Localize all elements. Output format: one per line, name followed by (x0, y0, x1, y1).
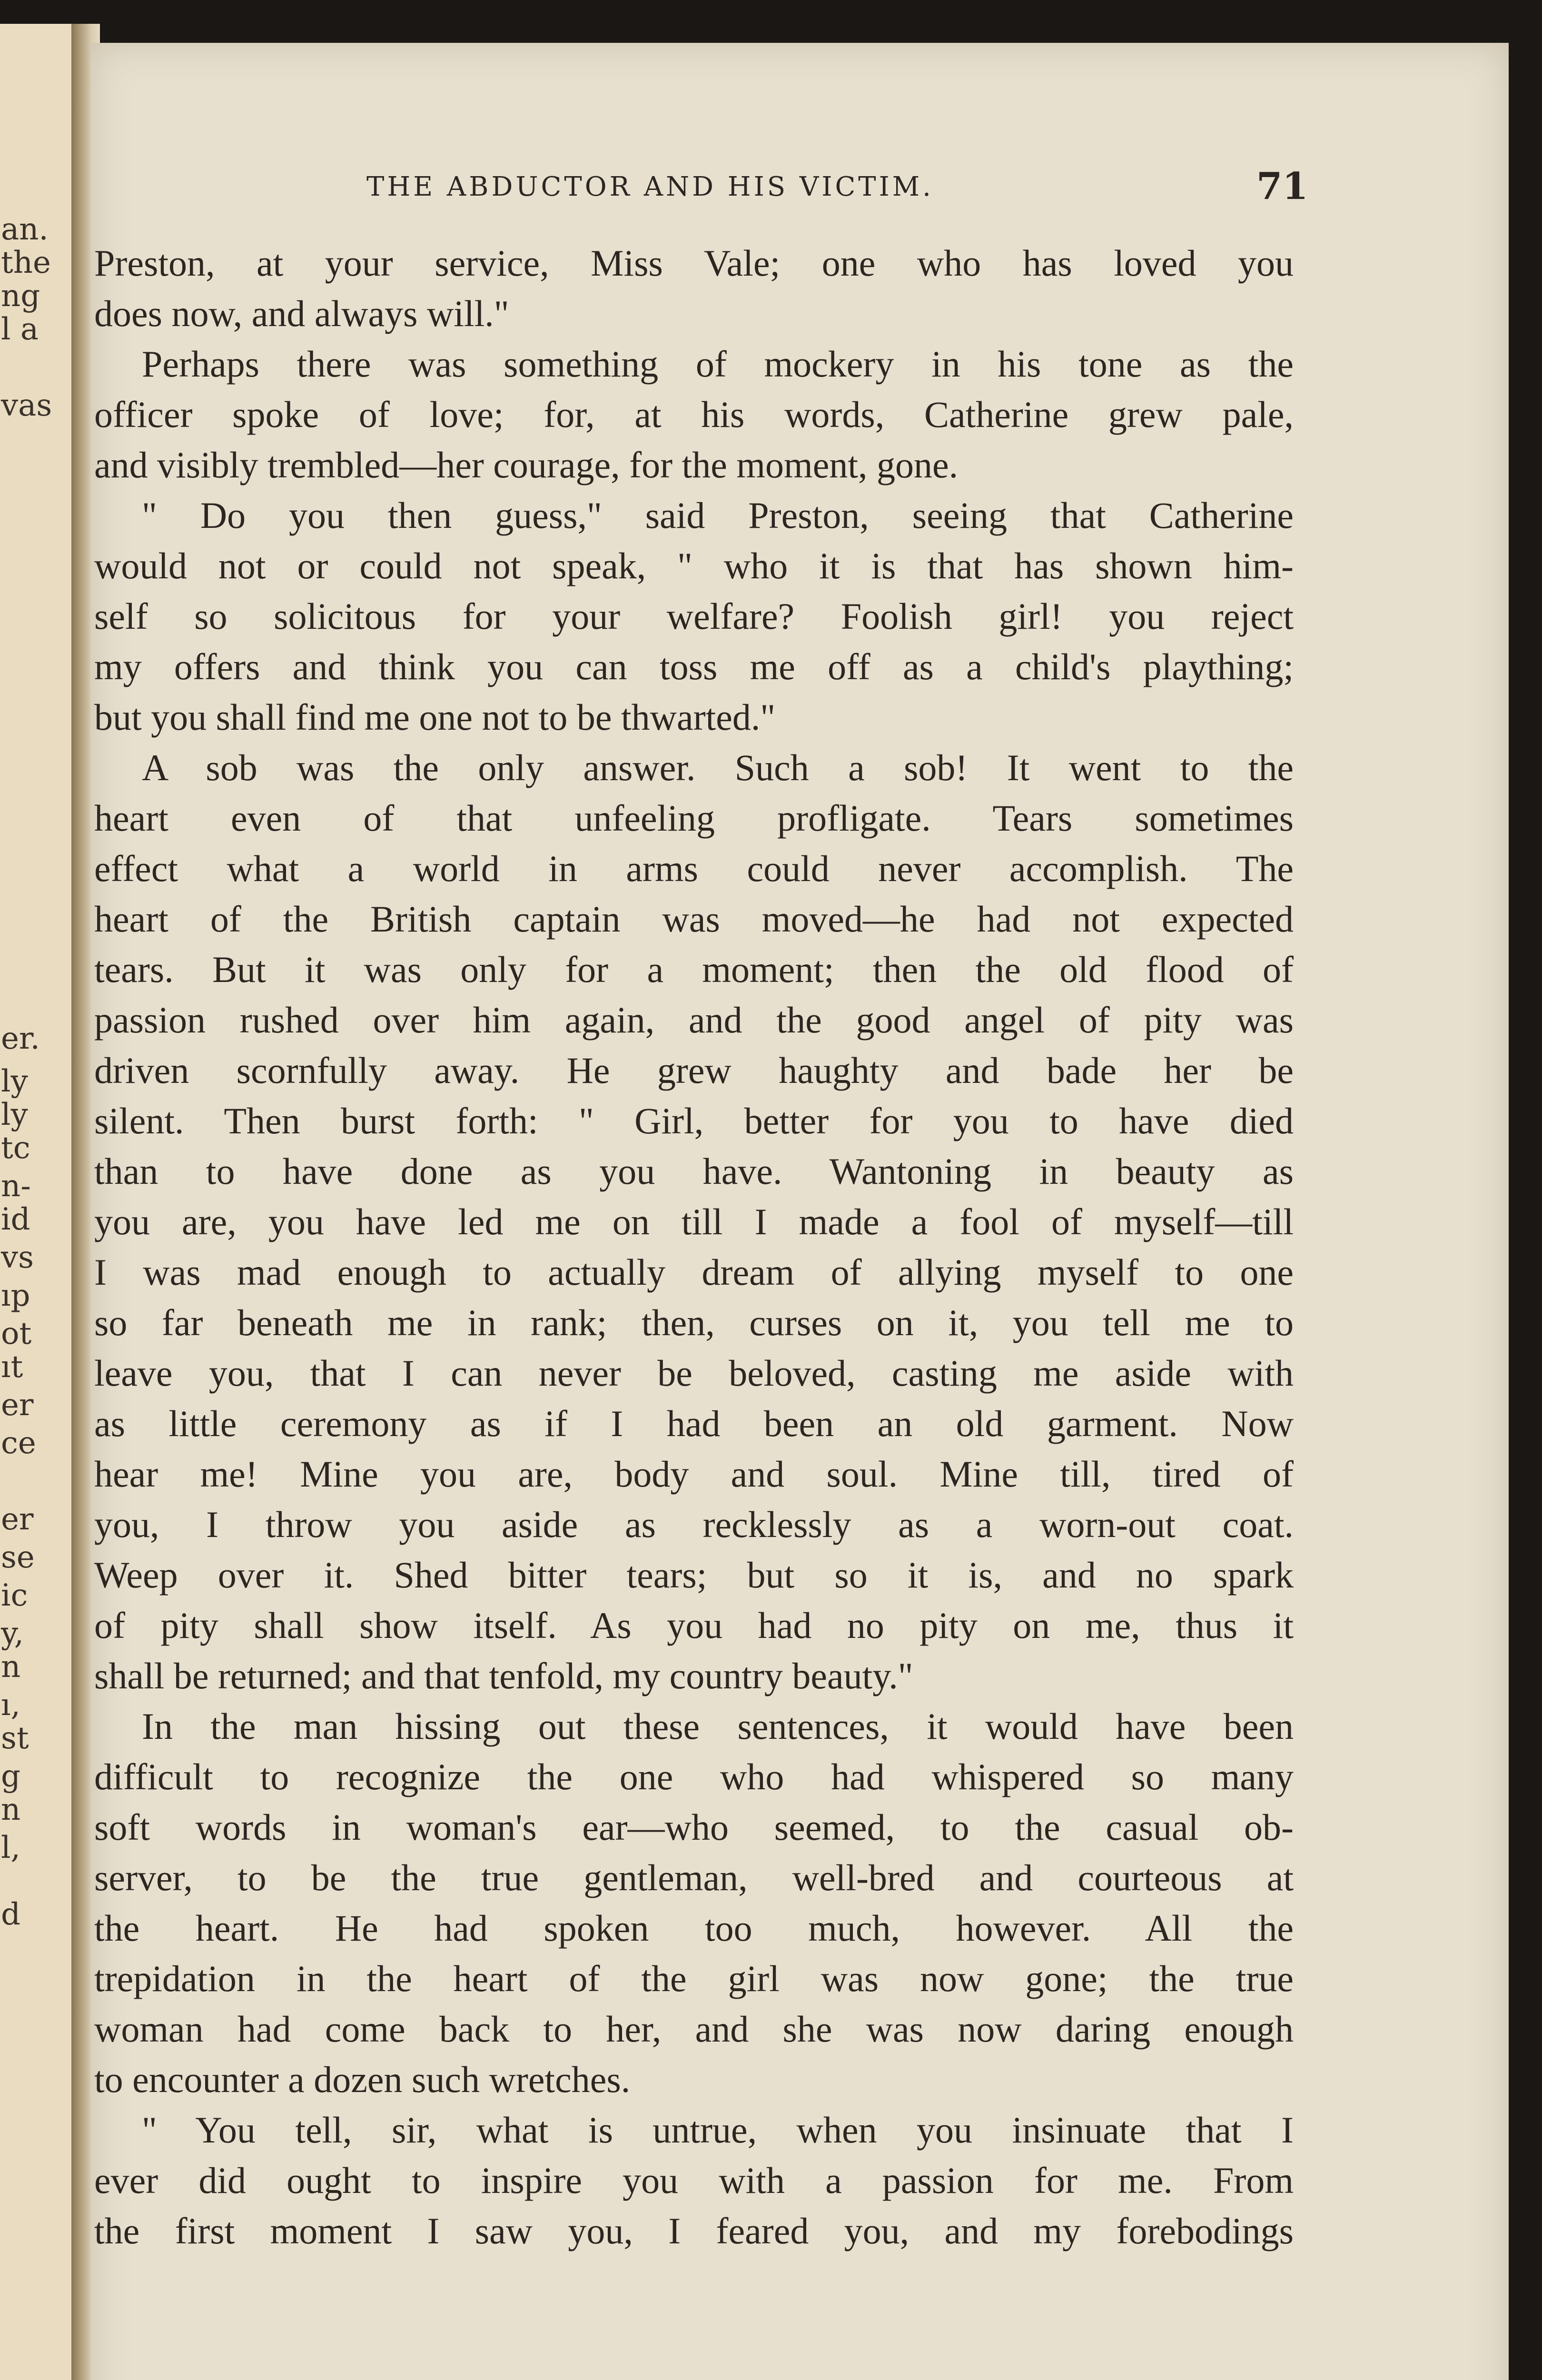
left-page-text-fragment: vs (1, 1240, 34, 1275)
left-page-text-fragment: d (1, 1897, 20, 1932)
left-page-text-fragment: ı, (1, 1687, 20, 1723)
text-line: trepidation in the heart of the girl was now gone; the true (94, 1958, 1294, 1999)
left-page-text-fragment: the (1, 245, 51, 280)
text-line: shall be returned; and that tenfold, my country beauty." (94, 1655, 913, 1696)
text-line: In the man hissing out these sentences, it would have been (142, 1706, 1294, 1747)
text-line: the first moment I saw you, I feared you, and my forebodings (94, 2210, 1294, 2251)
text-line: self so solicitous for your welfare? Foolish girl! you reject (94, 595, 1294, 637)
text-line: difficult to recognize the one who had whispered so many (94, 1756, 1294, 1797)
left-page-text-fragment: tc (1, 1130, 30, 1166)
left-page-text-fragment: vas (1, 388, 52, 423)
text-line: tears. But it was only for a moment; then the old flood of (94, 949, 1294, 990)
text-line: and visibly trembled—her courage, for the moment, gone. (94, 444, 959, 486)
text-line: as little ceremony as if I had been an old garment. Now (94, 1403, 1294, 1444)
text-line: soft words in woman's ear—who seemed, to the casual ob- (94, 1806, 1294, 1848)
left-page-text-fragment: n (1, 1649, 21, 1685)
text-line: but you shall find me one not to be thwarted." (94, 696, 776, 738)
left-page-text-fragment: st (1, 1721, 29, 1756)
left-page-text-fragment: g (1, 1759, 20, 1794)
text-line: my offers and think you can toss me off as a child's plaything; (94, 646, 1294, 687)
left-page-text-fragment: n (1, 1792, 21, 1827)
page-number: 71 (1256, 165, 1308, 208)
text-line: heart of the British captain was moved—he had not expected (94, 898, 1294, 940)
text-line: Perhaps there was something of mockery in his tone as the (142, 343, 1294, 385)
page-body-text (94, 238, 1294, 2256)
text-line: I was mad enough to actually dream of allying myself to one (94, 1251, 1294, 1293)
text-line: ever did ought to inspire you with a passion for me. From (94, 2160, 1294, 2201)
text-line: does now, and always will." (94, 293, 509, 334)
left-page-text-fragment: id (1, 1202, 30, 1237)
book-page (90, 43, 1509, 2380)
text-line: you are, you have led me on till I made a fool of myself—till (94, 1201, 1294, 1242)
left-page-text-fragment: ic (1, 1578, 28, 1613)
text-line: server, to be the true gentleman, well-bred and courteous at (94, 1857, 1294, 1898)
left-page-text-fragment: y, (1, 1616, 24, 1651)
left-page-text-fragment: ly (1, 1097, 28, 1132)
text-line: of pity shall show itself. As you had no pity on me, thus it (94, 1605, 1294, 1646)
text-line: driven scornfully away. He grew haughty and bade her be (94, 1050, 1294, 1091)
text-line: A sob was the only answer. Such a sob! It went to the (142, 747, 1294, 788)
text-line: Weep over it. Shed bitter tears; but so it is, and no spark (94, 1554, 1294, 1596)
left-page-text-fragment: ıp (1, 1278, 30, 1313)
text-line: the heart. He had spoken too much, however. All the (94, 1907, 1294, 1949)
text-line: so far beneath me in rank; then, curses on it, you tell me to (94, 1302, 1294, 1343)
text-line: officer spoke of love; for, at his words, Catherine grew pale, (94, 394, 1294, 435)
text-line: " You tell, sir, what is untrue, when you insinuate that I (142, 2109, 1294, 2151)
text-line: you, I throw you aside as recklessly as a worn-out coat. (94, 1504, 1294, 1545)
left-page-text-fragment: ce (1, 1426, 36, 1461)
text-line: Preston, at your service, Miss Vale; one who has loved you (94, 242, 1294, 284)
text-line: silent. Then burst forth: " Girl, better for you to have died (94, 1100, 1294, 1141)
text-line: than to have done as you have. Wantoning in beauty as (94, 1150, 1294, 1192)
previous-page-edge (0, 24, 76, 2380)
page-header (90, 165, 1414, 228)
text-line: leave you, that I can never be beloved, casting me aside with (94, 1352, 1294, 1394)
text-line: woman had come back to her, and she was now daring enough (94, 2008, 1294, 2050)
left-page-text-fragment: l, (1, 1830, 20, 1865)
left-page-text-fragment: er. (1, 1021, 40, 1056)
text-line: would not or could not speak, " who it is that has shown him- (94, 545, 1294, 586)
left-page-text-fragment: n- (1, 1169, 31, 1204)
text-line: hear me! Mine you are, body and soul. Mine till, tired of (94, 1453, 1294, 1495)
text-line: passion rushed over him again, and the good angel of pity was (94, 999, 1294, 1041)
text-line: to encounter a dozen such wretches. (94, 2059, 631, 2100)
text-line: " Do you then guess," said Preston, seeing that Catherine (142, 495, 1294, 536)
left-page-text-fragment: l a (1, 312, 39, 347)
left-page-text-fragment: ot (1, 1316, 32, 1351)
running-title: THE ABDUCTOR AND HIS VICTIM. (366, 171, 934, 202)
left-page-text-fragment: ng (1, 278, 40, 314)
left-page-text-fragment: er (1, 1388, 34, 1423)
left-page-text-fragment: an. (1, 212, 49, 247)
text-line: effect what a world in arms could never accomplish. The (94, 848, 1294, 889)
text-line: heart even of that unfeeling profligate. Tears sometimes (94, 797, 1294, 839)
left-page-text-fragment: se (1, 1540, 35, 1575)
left-page-text-fragment: ly (1, 1064, 28, 1099)
left-page-text-fragment: ıt (1, 1349, 23, 1385)
left-page-text-fragment: er (1, 1502, 34, 1537)
